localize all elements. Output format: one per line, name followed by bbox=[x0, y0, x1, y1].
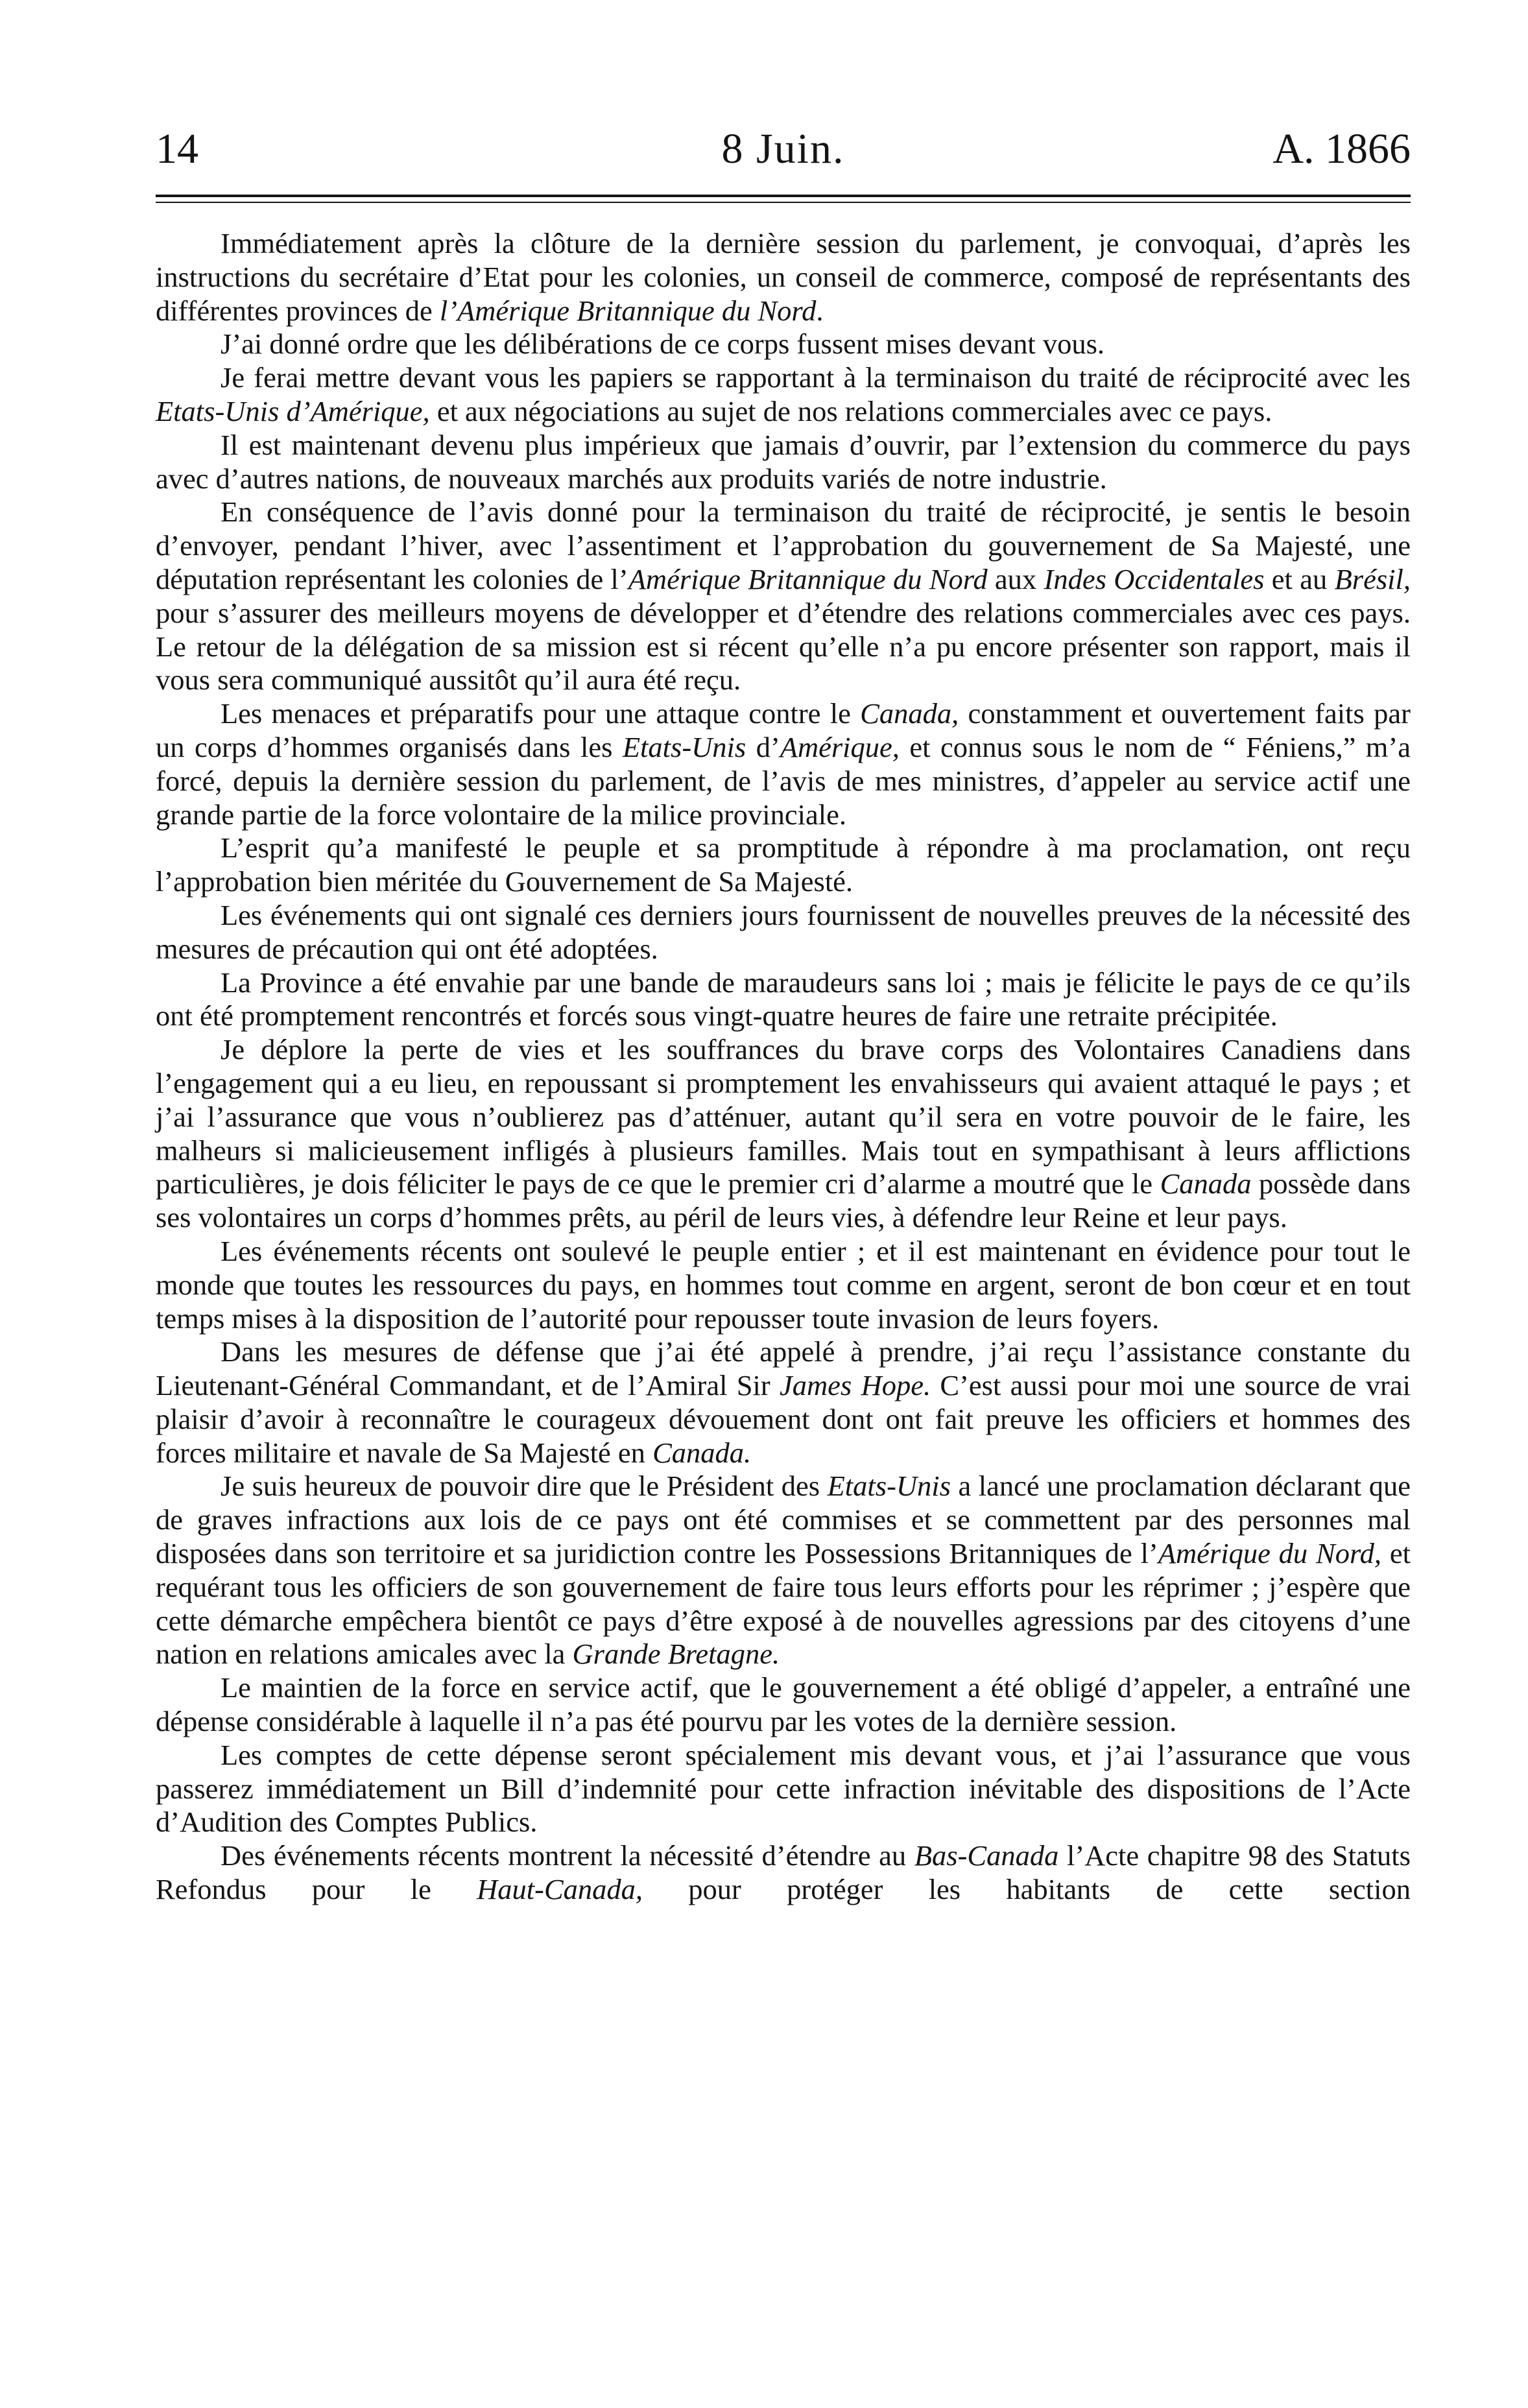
text-run: constamment et ouvertement faits par un corps d’hommes organisés dans les bbox=[156, 697, 1411, 763]
paragraph bbox=[156, 899, 1411, 966]
page-header bbox=[156, 113, 1411, 185]
italic-text: Bas-Canada bbox=[914, 1839, 1059, 1872]
paragraph bbox=[156, 1739, 1411, 1839]
paragraph bbox=[156, 697, 1411, 831]
paragraph bbox=[156, 1671, 1411, 1739]
header-date: 8 Juin. bbox=[721, 125, 845, 173]
italic-text: l’Amérique Britannique du Nord bbox=[439, 294, 817, 327]
paragraph bbox=[156, 1335, 1411, 1470]
text-run: Je déplore la perte de vies et les souffrances du brave corps des Volontaires Canadiens dans l’engagement qui a eu lieu, en repoussant si promptement les envahisseurs qui avaient attaqué le pays ; et j’ai l’assurance que vous n’oublierez pas d’atténuer, autant qu’il sera en votre pouvoir de le faire, les malheurs si malicieusement infligés à plusieurs familles. Mais tout en sympathisant à leurs afflictions particulières, je dois féliciter le pays de ce que le premier cri d’alarme a moutré que le bbox=[156, 1033, 1411, 1200]
text-run: Il est maintenant devenu plus impérieux que jamais d’ouvrir, par l’extension du commerce du pays avec d’autres nations, de nouveaux marchés aux produits variés de notre industrie. bbox=[156, 428, 1411, 495]
text-run: Je ferai mettre devant vous les papiers se rapportant à la terminaison du traité de réciprocité avec les bbox=[221, 361, 1411, 394]
italic-text: Canada, bbox=[860, 697, 959, 730]
text-run: aux bbox=[987, 562, 1044, 595]
text-run: d’ bbox=[746, 730, 780, 763]
text-run: pour protéger les habitants de cette section bbox=[643, 1873, 1411, 1906]
italic-text: Etats-Unis bbox=[622, 730, 746, 763]
italic-text: Amérique du Nord, bbox=[1158, 1537, 1382, 1570]
text-run: J’ai donné ordre que les délibérations de ce corps fussent mises devant vous. bbox=[221, 328, 1105, 361]
text-run: et au bbox=[1264, 562, 1335, 595]
text-run: . bbox=[816, 294, 824, 327]
text-run: Les événements récents ont soulevé le peuple entier ; et il est maintenant en évidence pour tout le monde que toutes les ressources du pays, en hommes tout comme en argent, seront de bon cœur et en tout temps mises à la disposition de l’autorité pour repousser toute invasion de leurs foyers. bbox=[156, 1234, 1411, 1335]
italic-text: Etats-Unis bbox=[827, 1470, 951, 1503]
paragraph bbox=[156, 966, 1411, 1034]
italic-text: Canada. bbox=[652, 1436, 752, 1469]
paragraph bbox=[156, 1839, 1411, 1907]
text-run: Les événements qui ont signalé ces derniers jours fournissent de nouvelles preuves de la nécessité des mesures de précaution qui ont été adoptées. bbox=[156, 898, 1411, 965]
text-run: pour s’assurer des meilleurs moyens de développer et d’étendre des relations commerciales avec ces pays. Le retour de la délégation de sa mission est si récent qu’elle n’a pu encore présenter son rapport, mais il vous sera communiqué aussitôt qu’il aura été reçu. bbox=[156, 596, 1411, 697]
text-run: Immédiatement après la clôture de la dernière session du parlement, je convoquai, d’après les instructions du secrétaire d’Etat pour les colonies, un conseil de commerce, composé de représentants des différentes provinces de bbox=[156, 227, 1411, 327]
italic-text: Indes Occidentales bbox=[1044, 562, 1265, 595]
paragraph bbox=[156, 1235, 1411, 1335]
italic-text: Etats-Unis d’Amérique, bbox=[156, 394, 430, 427]
page-number: 14 bbox=[156, 125, 198, 173]
text-run: Le maintien de la force en service actif, que le gouvernement a été obligé d’appeler, a entraîné une dépense considérable à laquelle il n’a pas été pourvu par les votes de la dernière session. bbox=[156, 1671, 1411, 1738]
italic-text: Grande Bretagne. bbox=[572, 1638, 780, 1671]
paragraph bbox=[156, 1470, 1411, 1671]
header-rule-thin bbox=[156, 202, 1411, 203]
italic-text: Brésil, bbox=[1334, 562, 1411, 595]
text-run: possède dans ses volontaires un corps d’hommes prêts, au péril de leurs vies, à défendre leur Reine et leur pays. bbox=[156, 1167, 1411, 1234]
italic-text: Canada bbox=[1160, 1167, 1252, 1200]
italic-text: Haut-Canada, bbox=[477, 1873, 643, 1906]
text-run: l’Acte chapitre 98 des Statuts Refondus pour le bbox=[156, 1839, 1411, 1906]
italic-text: Amérique Britannique du Nord bbox=[628, 562, 988, 595]
text-run: Je suis heureux de pouvoir dire que le Président des bbox=[221, 1470, 828, 1503]
text-run: Dans les mesures de défense que j’ai été appelé à prendre, j’ai reçu l’assistance constante du Lieutenant-Général Commandant, et de l’Amiral Sir bbox=[156, 1335, 1411, 1402]
paragraph bbox=[156, 1033, 1411, 1235]
italic-text: James Hope. bbox=[780, 1369, 931, 1402]
text-run: La Province a été envahie par une bande de maraudeurs sans loi ; mais je félicite le pays de ce qu’ils ont été promptement rencontrés et forcés sous vingt-quatre heures de faire une retraite précipitée. bbox=[156, 966, 1411, 1032]
italic-text: Amérique, bbox=[780, 730, 900, 763]
text-run: Des événements récents montrent la nécessité d’étendre au bbox=[221, 1839, 914, 1872]
text-run: Les menaces et préparatifs pour une attaque contre le bbox=[221, 697, 861, 730]
text-run: Les comptes de cette dépense seront spécialement mis devant vous, et j’ai l’assurance que vous passerez immédiatement un Bill d’indemnité pour cette infraction inévitable des dispositions de l’Acte d’Audition des Comptes Publics. bbox=[156, 1738, 1411, 1839]
text-run: et connus sous le nom de “ Féniens,” m’a forcé, depuis la dernière session du parlement, de l’avis de mes ministres, d’appeler au service actif une grande partie de la force volontaire de la milice provinciale. bbox=[156, 730, 1411, 831]
text-run: En conséquence de l’avis donné pour la terminaison du traité de réciprocité, je sentis le besoin d’envoyer, pendant l’hiver, avec l’assentiment et l’approbation du gouvernement de Sa Majesté, une députation représentant les colonies de l’ bbox=[156, 495, 1411, 595]
header-year: A. 1866 bbox=[1272, 125, 1411, 173]
paragraph bbox=[156, 831, 1411, 899]
text-run: a lancé une proclamation déclarant que de graves infractions aux lois de ce pays ont été commises et se commettent par des personnes mal disposées dans son territoire et sa juridiction contre les Possessions Britanniques de l’ bbox=[156, 1470, 1411, 1570]
paragraph bbox=[156, 361, 1411, 429]
text-run: et requérant tous les officiers de son gouvernement de faire tous leurs efforts pour les réprimer ; j’espère que cette démarche empêchera bientôt ce pays d’être exposé à de nouvelles agressions par des citoyens d’une nation en relations amicales avec la bbox=[156, 1537, 1411, 1671]
text-run: L’esprit qu’a manifesté le peuple et sa promptitude à répondre à ma proclamation, ont reçu l’approbation bien méritée du Gouvernement de Sa Majesté. bbox=[156, 831, 1411, 898]
paragraph bbox=[156, 328, 1411, 361]
text-run: C’est aussi pour moi une source de vrai plaisir d’avoir à reconnaître le courageux dévouement dont ont fait preuve les officiers et hommes des forces militaire et navale de Sa Majesté en bbox=[156, 1369, 1411, 1469]
paragraph bbox=[156, 429, 1411, 496]
paragraph bbox=[156, 227, 1411, 328]
paragraph bbox=[156, 495, 1411, 697]
text-run: et aux négociations au sujet de nos relations commerciales avec ce pays. bbox=[429, 394, 1272, 427]
header-rule-thick bbox=[156, 195, 1411, 197]
body-text bbox=[156, 227, 1411, 1907]
